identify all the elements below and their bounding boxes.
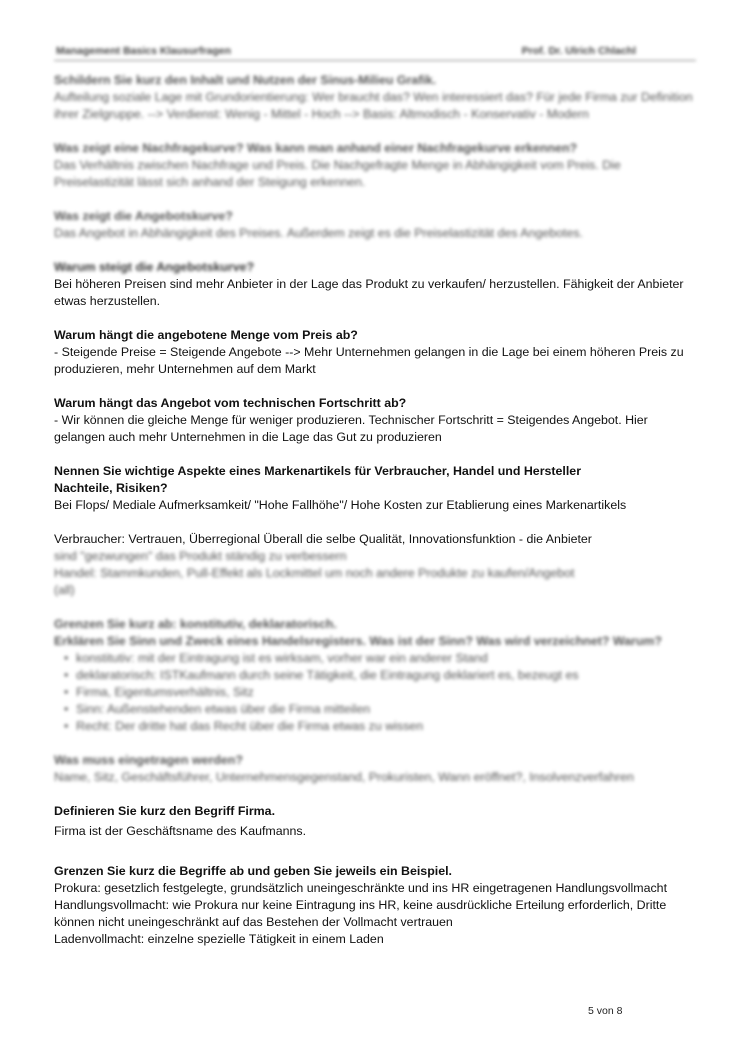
blurred-section-nachfragekurve	[54, 140, 696, 191]
list-item: • Firma, Eigentumsverhältnis, Sitz	[66, 684, 696, 701]
answer-technischer-fortschritt: - Wir können die gleiche Menge für weniger produzieren. Technischer Fortschritt = Steigendes Angebot. Hier gelangen auch mehr Unternehmen in die Lage das Gut zu produzieren	[54, 413, 652, 444]
question: Erklären Sie Sinn und Zweck eines Handelsregisters. Was ist der Sinn? Was wird verzeichnet? Warum?	[54, 634, 662, 648]
question: Was muss eingetragen werden?	[54, 753, 243, 767]
question-menge-preis: Warum hängt die angebotene Menge vom Preis ab?	[54, 328, 358, 342]
question: Schildern Sie kurz den Inhalt und Nutzen der Sinus-Milieu Grafik.	[54, 73, 437, 87]
list-item: • deklaratorisch: ISTKaufmann durch seine Tätigkeit, die Eintragung deklariert es, bezeugt es	[66, 667, 696, 684]
blurred-section-handelsregister	[54, 616, 696, 735]
blurred-answer-markenartikel	[54, 548, 696, 599]
answer-list	[54, 650, 696, 735]
list-item: • Recht: Der dritte hat das Recht über die Firma etwas zu wissen	[66, 718, 696, 735]
answer-line: Handel: Stammkunden, Pull-Effekt als Lockmittel um noch andere Produkte zu kaufen/Angebot	[54, 566, 575, 580]
answer-nachteile: Bei Flops/ Mediale Aufmerksamkeit/ "Hohe Fallhöhe"/ Hohe Kosten zur Etablierung eines Markenartikels	[54, 498, 627, 512]
question: Was zeigt die Angebotskurve?	[54, 209, 233, 223]
question: Grenzen Sie kurz ab: konstitutiv, deklaratorisch.	[54, 617, 337, 631]
answer-handlungsvollmacht: Handlungsvollmacht: wie Prokura nur keine Eintragung ins HR, keine ausdrückliche Erteilung erforderlich, Dritte können nicht uneingeschränkt auf das Bestehen der Vollmacht vertrauen	[54, 898, 670, 929]
list-item: • Sinn: Außenstehenden etwas über die Firma mitteilen	[66, 701, 696, 718]
answer-firma: Firma ist der Geschäftsname des Kaufmanns.	[54, 824, 307, 838]
answer: Aufteilung soziale Lage mit Grundorientierung: Wer braucht das? Wen interessiert das? Für jede Firma zur Definition ihrer Zielgruppe. --> Verdienst: Wenig - Mittel - Hoch --> Basis: Altmodisch - Konservativ - Modern	[54, 90, 697, 121]
question-markenartikel: Nennen Sie wichtige Aspekte eines Markenartikels für Verbraucher, Handel und Hersteller	[54, 464, 582, 478]
answer: Das Angebot in Abhängigkeit des Preises. Außerdem zeigt es die Preiselastizität des Angebotes.	[54, 226, 583, 240]
answer: Das Verhältnis zwischen Nachfrage und Preis. Die Nachgefragte Menge in Abhängigkeit vom Preis. Die Preiselastizität lässt sich anhand der Steigung erkennen.	[54, 158, 625, 189]
question-technischer-fortschritt: Warum hängt das Angebot vom technischen Fortschritt ab?	[54, 396, 407, 410]
answer: Name, Sitz, Geschäftsführer, Unternehmensgegenstand, Prokuristen, Wann eröffnet?, Insolvenzverfahren	[54, 770, 634, 784]
page-number: 5 von 8	[588, 1005, 623, 1017]
header-author: Prof. Dr. Ulrich Chlachl	[521, 45, 636, 57]
question-angebotskurve-steigt: Warum steigt die Angebotskurve?	[54, 260, 255, 274]
header-title: Management Basics Klausurfragen	[56, 45, 232, 57]
blurred-section-eintragung	[54, 752, 696, 786]
question-vollmachten: Grenzen Sie kurz die Begriffe ab und geben Sie jeweils ein Beispiel.	[54, 864, 452, 878]
answer-angebotskurve-steigt: Bei höheren Preisen sind mehr Anbieter in der Lage das Produkt zu verkaufen/ herzustellen. Fähigkeit der Anbieter etwas herzustellen.	[54, 277, 687, 308]
answer-verbraucher: Verbraucher: Vertrauen, Überregional Überall die selbe Qualität, Innovationsfunktion - die Anbieter	[54, 532, 592, 546]
question-firma: Definieren Sie kurz den Begriff Firma.	[54, 804, 276, 818]
list-item: • konstitutiv: mit der Eintragung ist es wirksam, vorher war ein anderer Stand	[66, 650, 696, 667]
page-header	[54, 42, 696, 61]
answer-menge-preis: - Steigende Preise = Steigende Angebote --> Mehr Unternehmen gelangen in die Lage bei einem höheren Preis zu produzieren, mehr Unternehmen auf dem Markt	[54, 345, 688, 376]
answer-line: sind "gezwungen" das Produkt ständig zu verbessern	[54, 549, 347, 563]
question: Was zeigt eine Nachfragekurve? Was kann man anhand einer Nachfragekurve erkennen?	[54, 141, 578, 155]
blurred-section-sinus	[54, 72, 696, 123]
blurred-section-angebotskurve	[54, 208, 696, 242]
answer-ladenvollmacht: Ladenvollmacht: einzelne spezielle Tätigkeit in einem Laden	[54, 932, 384, 946]
answer-line: (all)	[54, 583, 75, 597]
document-body	[54, 72, 696, 948]
answer-prokura: Prokura: gesetzlich festgelegte, grundsätzlich uneingeschränkte und ins HR eingetragenen Handlungsvollmacht	[54, 881, 668, 895]
question-nachteile: Nachteile, Risiken?	[54, 481, 168, 495]
